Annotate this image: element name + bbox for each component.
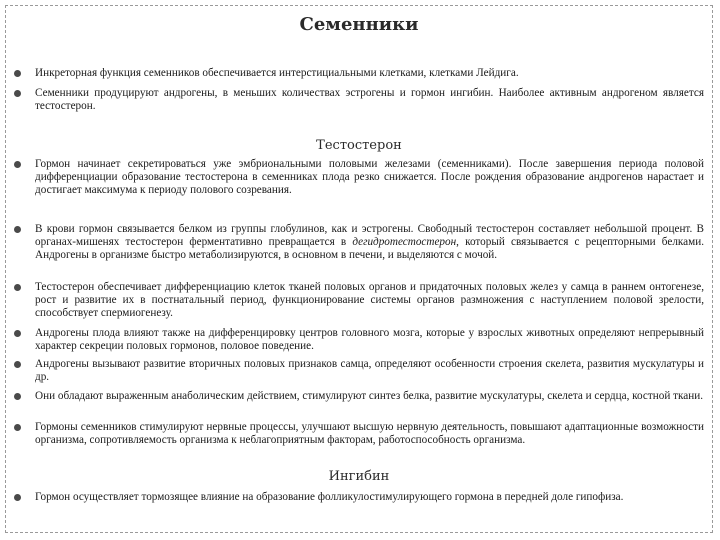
section-heading-inhibin: Ингибин — [328, 469, 390, 484]
list-item — [14, 223, 704, 263]
list-item — [14, 87, 704, 113]
list-item — [14, 67, 704, 80]
bullet-icon — [14, 361, 21, 368]
bullet-text: Андрогены вызывают развитие вторичных половых признаков самца, определяют особенности строения скелета, развития мускулатуры и др. — [35, 358, 704, 384]
bullet-icon — [14, 494, 21, 501]
blood-text-1: В крови гормон связывается белком из группы глобулинов, как и эстрогены. Свободный тестостерон составляет небольшой процент. В органах-мишенях тестостерон ферментативно превращается в — [35, 223, 704, 249]
bullet-icon — [14, 330, 21, 337]
section-heading-testosterone: Тестостерон — [316, 138, 402, 153]
bullet-icon — [14, 424, 21, 431]
list-item — [14, 327, 704, 353]
bullet-text: Гормоны семенников стимулируют нервные процессы, улучшают высшую нервную деятельность, повышают адаптационные возможности организма, сопротивляемость организма к неблагоприятным факторам, работоспособность организма. — [35, 421, 704, 447]
bullet-icon — [14, 70, 21, 77]
bullet-text: Тестостерон обеспечивает дифференциацию клеток тканей половых органов и придаточных половых желез у самца в раннем онтогенезе, рост и развитие их в постнатальный период, функционирование системы органов размножения с наступлением половой зрелости, способствует спермиогенезу. — [35, 281, 704, 320]
list-item — [14, 491, 704, 504]
bullet-icon — [14, 284, 21, 291]
bullet-icon — [14, 226, 21, 233]
dihydrotestosterone-term: дегидротестостерон — [352, 236, 457, 249]
bullet-icon — [14, 161, 21, 168]
bullet-text: Гормон начинает секретироваться уже эмбриональными половыми железами (семенниками). После завершения периода половой дифференциации образование тестостерона в семенниках плода резко снижается. После рождения образование андрогенов нарастает и достигает максимума к периоду полового созревания. — [35, 158, 704, 197]
slide — [5, 5, 713, 533]
bullet-text: Инкреторная функция семенников обеспечивается интерстициальными клетками, клетками Лейдига. — [35, 67, 519, 79]
list-item — [14, 390, 704, 403]
page-title: Семенники — [299, 14, 419, 35]
list-item — [14, 358, 704, 384]
bullet-text — [35, 223, 704, 263]
list-item — [14, 281, 704, 321]
list-item — [14, 158, 704, 198]
bullet-text: Они обладают выраженным анаболическим действием, стимулируют синтез белка, развитие мускулатуры, скелета и сердца, костной ткани. — [35, 390, 704, 402]
list-item — [14, 421, 704, 447]
bullet-text: Семенники продуцируют андрогены, в меньших количествах эстрогены и гормон ингибин. Наиболее активным андрогеном является тестостерон. — [35, 87, 704, 113]
bullet-text: Андрогены плода влияют также на дифференцировку центров головного мозга, которые у взрослых животных определяют непрерывный характер секреции половых гормонов, половое поведение. — [35, 327, 704, 353]
blood-text-2: , который связывается с рецепторными белками. Андрогены в организме быстро метаболизируются, в основном в печени, и выделяются с мочой. — [35, 236, 704, 262]
bullet-text: Гормон осуществляет тормозящее влияние на образование фолликулостимулирующего гормона в передней доле гипофиза. — [35, 491, 624, 503]
bullet-icon — [14, 90, 21, 97]
bullet-icon — [14, 393, 21, 400]
